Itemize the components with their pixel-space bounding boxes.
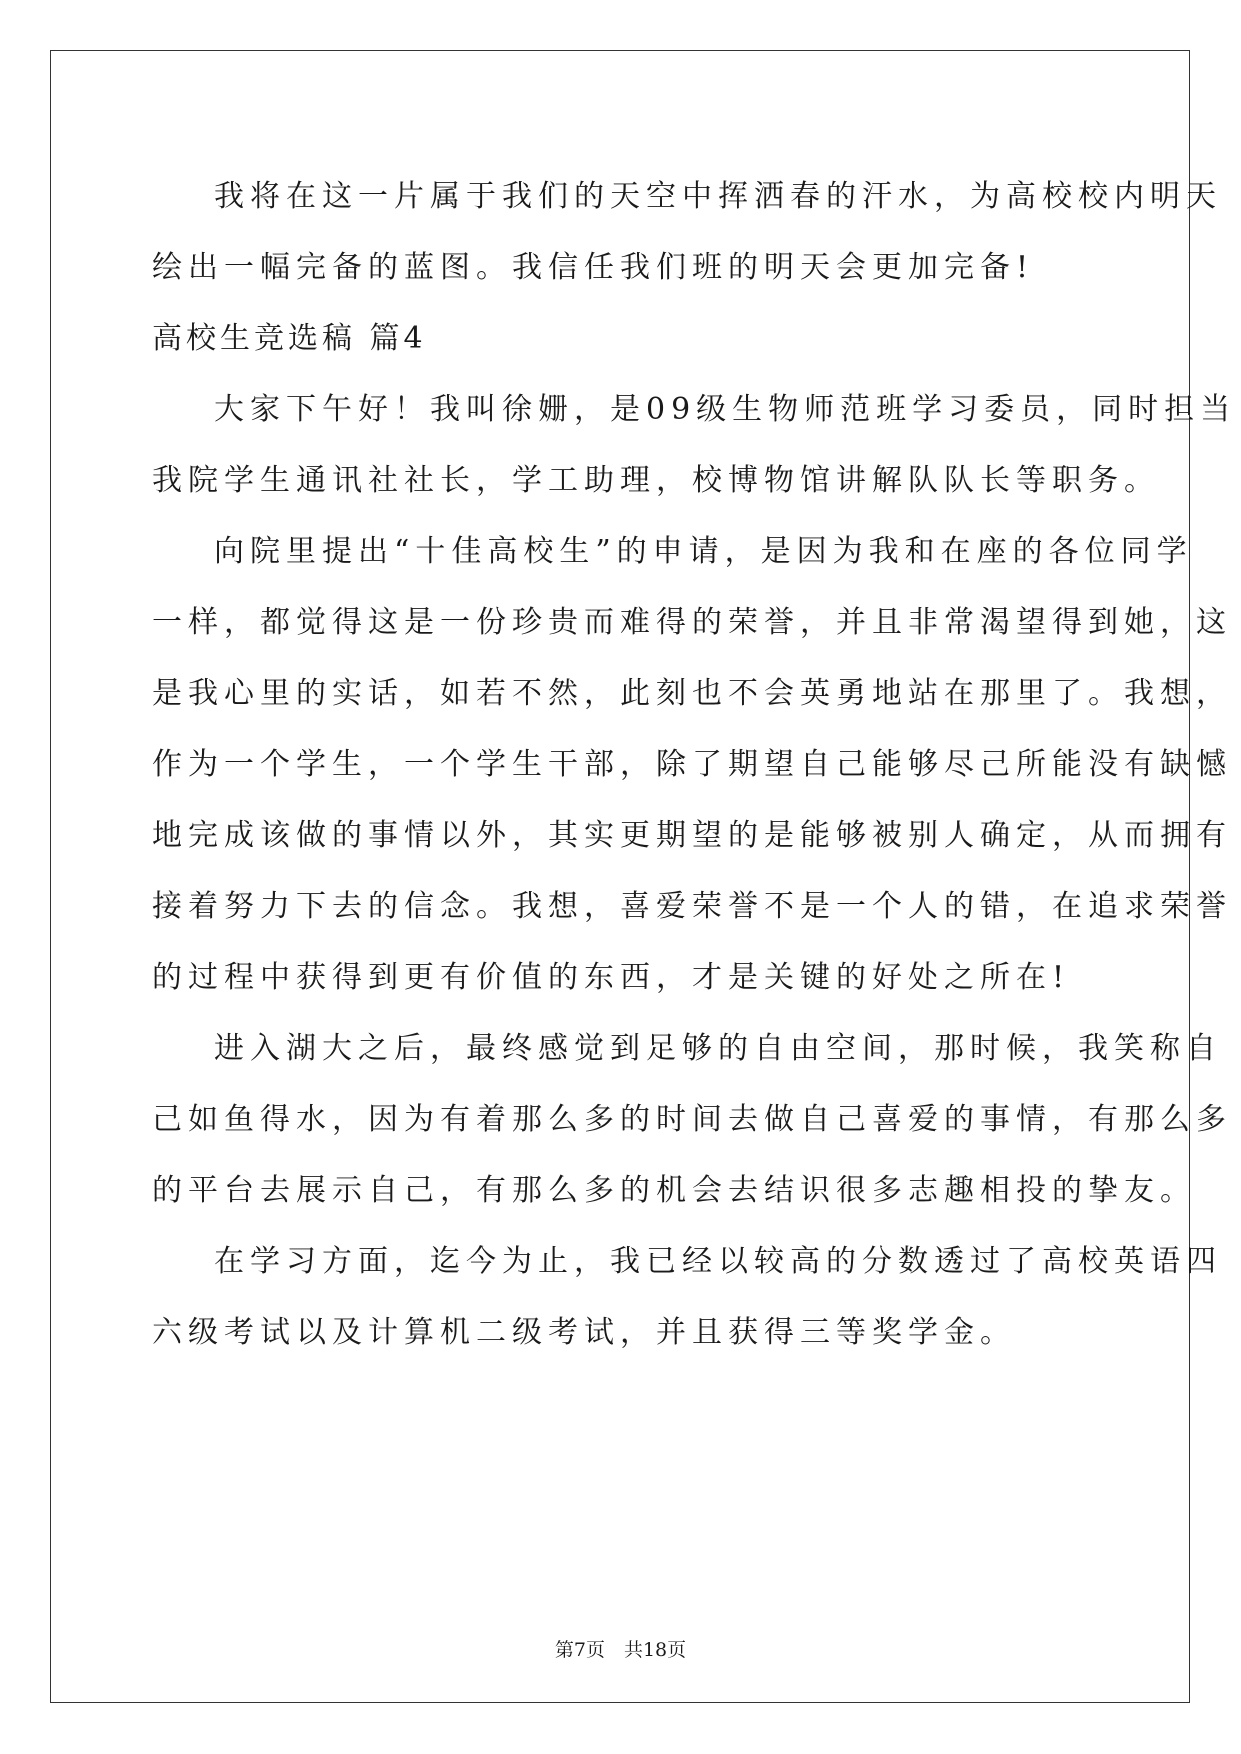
paragraph-line: 作为一个学生，一个学生干部，除了期望自己能够尽己所能没有缺憾 — [152, 747, 1232, 782]
paragraph-line: 己如鱼得水，因为有着那么多的时间去做自己喜爱的事情，有那么多 — [152, 1102, 1232, 1137]
paragraph-line: 的平台去展示自己，有那么多的机会去结识很多志趣相投的挚友。 — [152, 1173, 1196, 1208]
paragraph-line: 六级考试以及计算机二级考试，并且获得三等奖学金。 — [152, 1315, 1016, 1350]
paragraph-line: 进入湖大之后，最终感觉到足够的自由空间，那时候，我笑称自 — [214, 1031, 1222, 1066]
paragraph-line: 向院里提出“十佳高校生”的申请，是因为我和在座的各位同学 — [214, 534, 1193, 569]
paragraph-line: 我将在这一片属于我们的天空中挥洒春的汗水，为高校校内明天 — [214, 179, 1222, 214]
paragraph-line: 在学习方面，迄今为止，我已经以较高的分数透过了高校英语四 — [214, 1244, 1222, 1279]
page-number-footer: 第7页 共18页 — [554, 1639, 687, 1661]
document-body — [152, 161, 1237, 1368]
paragraph-line: 的过程中获得到更有价值的东西，才是关键的好处之所在! — [152, 960, 1071, 995]
paragraph-line: 是我心里的实话，如若不然，此刻也不会英勇地站在那里了。我想， — [152, 676, 1232, 711]
paragraph-line: 一样，都觉得这是一份珍贵而难得的荣誉，并且非常渴望得到她，这 — [152, 605, 1232, 640]
paragraph-line: 接着努力下去的信念。我想，喜爱荣誉不是一个人的错，在追求荣誉 — [152, 889, 1232, 924]
section-heading: 高校生竞选稿 篇4 — [152, 321, 427, 356]
paragraph-line: 我院学生通讯社社长，学工助理，校博物馆讲解队队长等职务。 — [152, 463, 1160, 498]
paragraph-line: 大家下午好！我叫徐姗，是09级生物师范班学习委员，同时担当 — [214, 392, 1237, 427]
paragraph-line: 地完成该做的事情以外，其实更期望的是能够被别人确定，从而拥有 — [152, 818, 1232, 853]
paragraph-line: 绘出一幅完备的蓝图。我信任我们班的明天会更加完备! — [152, 250, 1035, 285]
